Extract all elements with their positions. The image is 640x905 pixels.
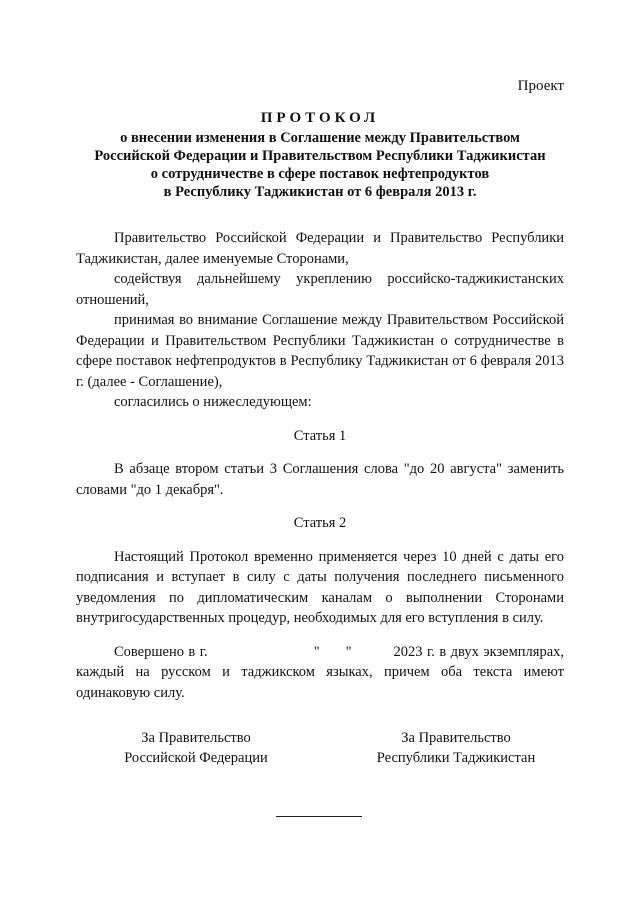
spacer [76,413,564,426]
signature-line: Республики Таджикистан [376,750,536,766]
document-body [76,228,564,703]
article-2-heading: Статья 2 [293,515,347,531]
spacer [76,500,564,513]
signature-line: За Правительство [141,730,251,746]
signature-line: Российской Федерации [124,750,268,766]
subtitle-line: о внесении изменения в Соглашение между Правительством [120,130,520,146]
draft-label: Проект [517,78,564,94]
signing-paragraph [76,642,564,704]
article-1-heading: Статья 1 [293,427,347,444]
document-title: ПРОТОКОЛ [260,110,380,126]
spacer [76,534,564,547]
quote-close: " [345,643,352,660]
preamble-paragraph: Правительство Российской Федерации и Правительство Республики Таджикистан, далее именуемые Сторонами, [76,230,564,267]
footer-divider [276,816,362,817]
document-subtitle [60,129,580,201]
quote-open: " [313,643,320,660]
signing-year: 2023 г. в двух экземплярах, [393,643,565,660]
signature-russia [86,728,306,768]
subtitle-line: Российской Федерации и Правительством Республики Таджикистан [94,148,546,164]
article-2-text: Настоящий Протокол временно применяется через 10 дней с даты его подписания и вступает в силу с даты получения последнего письменного уведомления по дипломатическим каналам о выполнении Сторонами внутригосударственных процедур, необходимых для его вступления в силу. [76,548,564,626]
article-1-text: В абзаце втором статьи 3 Соглашения слова "до 20 августа" заменить словами "до 1 декабря". [76,461,564,498]
signing-prefix: Совершено в г. [114,643,208,660]
preamble-paragraph: согласились о нижеследующем: [114,394,312,410]
spacer [76,446,564,459]
subtitle-line: о сотрудничестве в сфере поставок нефтепродуктов [150,166,490,182]
spacer [76,629,564,642]
preamble-paragraph: содействуя дальнейшему укреплению российско-таджикистанских отношений, [76,271,564,308]
subtitle-line: в Республику Таджикистан от 6 февраля 2013 г. [163,184,477,200]
preamble-paragraph: принимая во внимание Соглашение между Правительством Российской Федерации и Правительством Республики Таджикистан о сотрудничестве в сфере поставок нефтепродуктов в Республику Таджикистан от 6 февраля 2013 г. (далее - Соглашение), [76,312,564,390]
signature-line: За Правительство [401,730,511,746]
signature-tajikistan [346,728,566,768]
signing-rest: каждый на русском и таджикском языках, причем оба текста имеют одинаковую силу. [76,664,564,701]
